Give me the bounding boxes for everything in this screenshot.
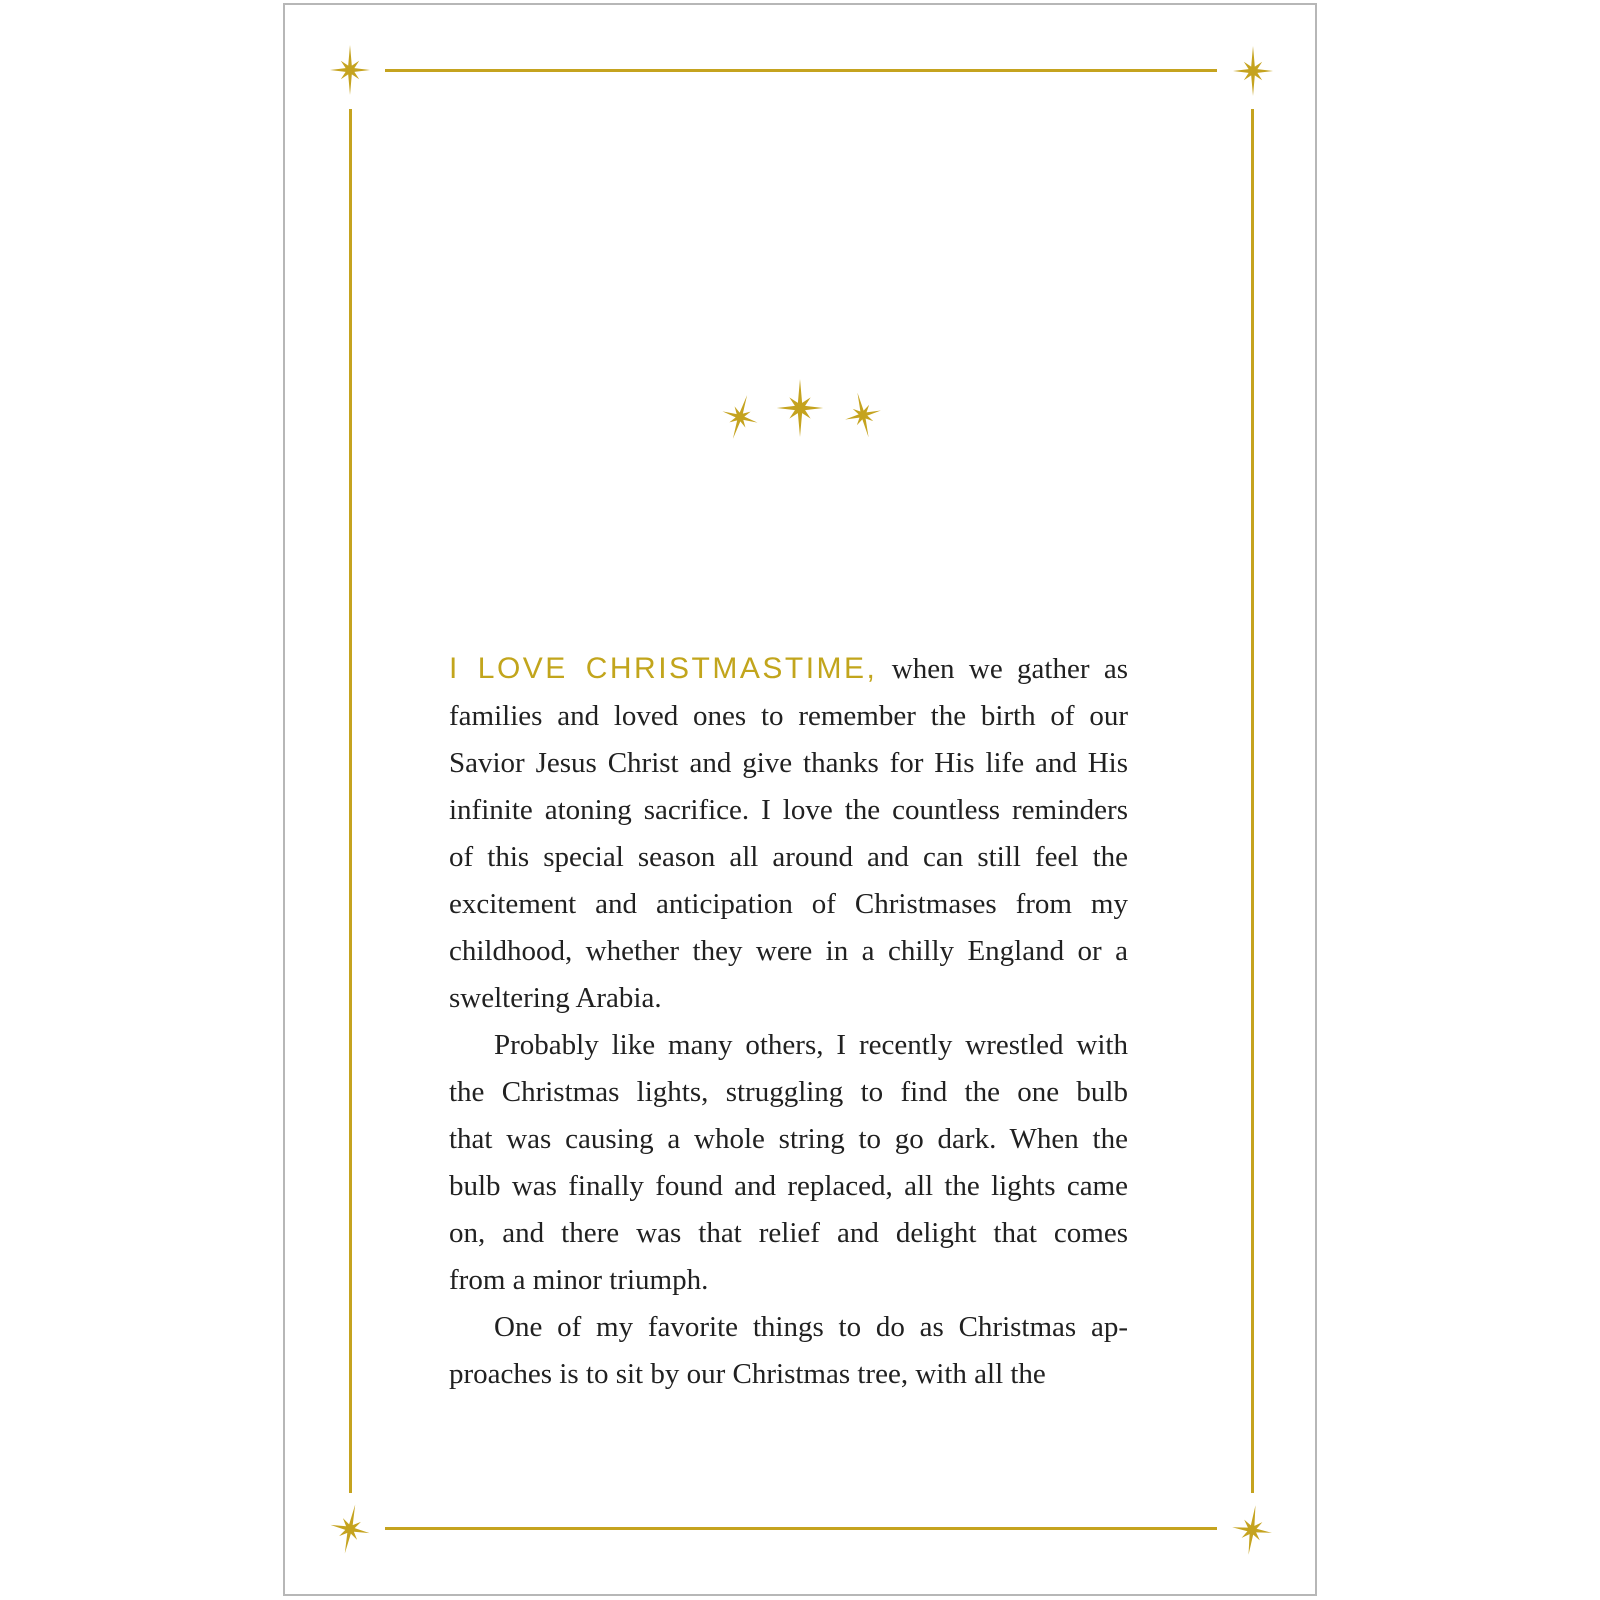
star-icon: [325, 45, 375, 95]
text-line: bulb was finally found and replaced, all the lights came: [449, 1170, 1128, 1202]
text-line: from a minor triumph.: [449, 1264, 709, 1296]
border-rule-top: [385, 69, 1217, 72]
text-line: One of my favorite things to do as Christmas ap-: [494, 1311, 1128, 1343]
border-rule-left: [349, 109, 352, 1493]
text-line: Probably like many others, I recently wrestled with: [494, 1029, 1128, 1061]
text-block: [449, 645, 1128, 1398]
text-line: on, and there was that relief and delight that comes: [449, 1217, 1128, 1249]
text-line: childhood, whether they were in a chilly England or a: [449, 935, 1128, 967]
text-line: families and loved ones to remember the birth of our: [449, 700, 1128, 732]
star-icon: [1224, 1502, 1280, 1558]
text-line: infinite atoning sacrifice. I love the countless reminders: [449, 794, 1128, 826]
lead-in-text: I LOVE CHRISTMASTIME,: [449, 652, 878, 685]
text-line: that was causing a whole string to go dark. When the: [449, 1123, 1128, 1155]
star-icon: [711, 388, 769, 446]
border-rule-right: [1251, 109, 1254, 1493]
star-icon: [320, 1499, 379, 1558]
book-page: [283, 3, 1317, 1596]
star-icon: [1228, 46, 1278, 96]
text-line: excitement and anticipation of Christmases from my: [449, 888, 1128, 920]
text-line: of this special season all around and can still feel the: [449, 841, 1128, 873]
text-line: proaches is to sit by our Christmas tree, with all the: [449, 1358, 1046, 1390]
text-line: sweltering Arabia.: [449, 982, 662, 1014]
border-rule-bottom: [385, 1527, 1217, 1530]
star-icon: [771, 379, 829, 437]
text-line: Savior Jesus Christ and give thanks for His life and His: [449, 747, 1128, 779]
star-icon: [835, 387, 891, 443]
text-line: the Christmas lights, struggling to find the one bulb: [449, 1076, 1128, 1108]
text-line: I LOVE CHRISTMASTIME, when we gather as: [449, 652, 1129, 685]
